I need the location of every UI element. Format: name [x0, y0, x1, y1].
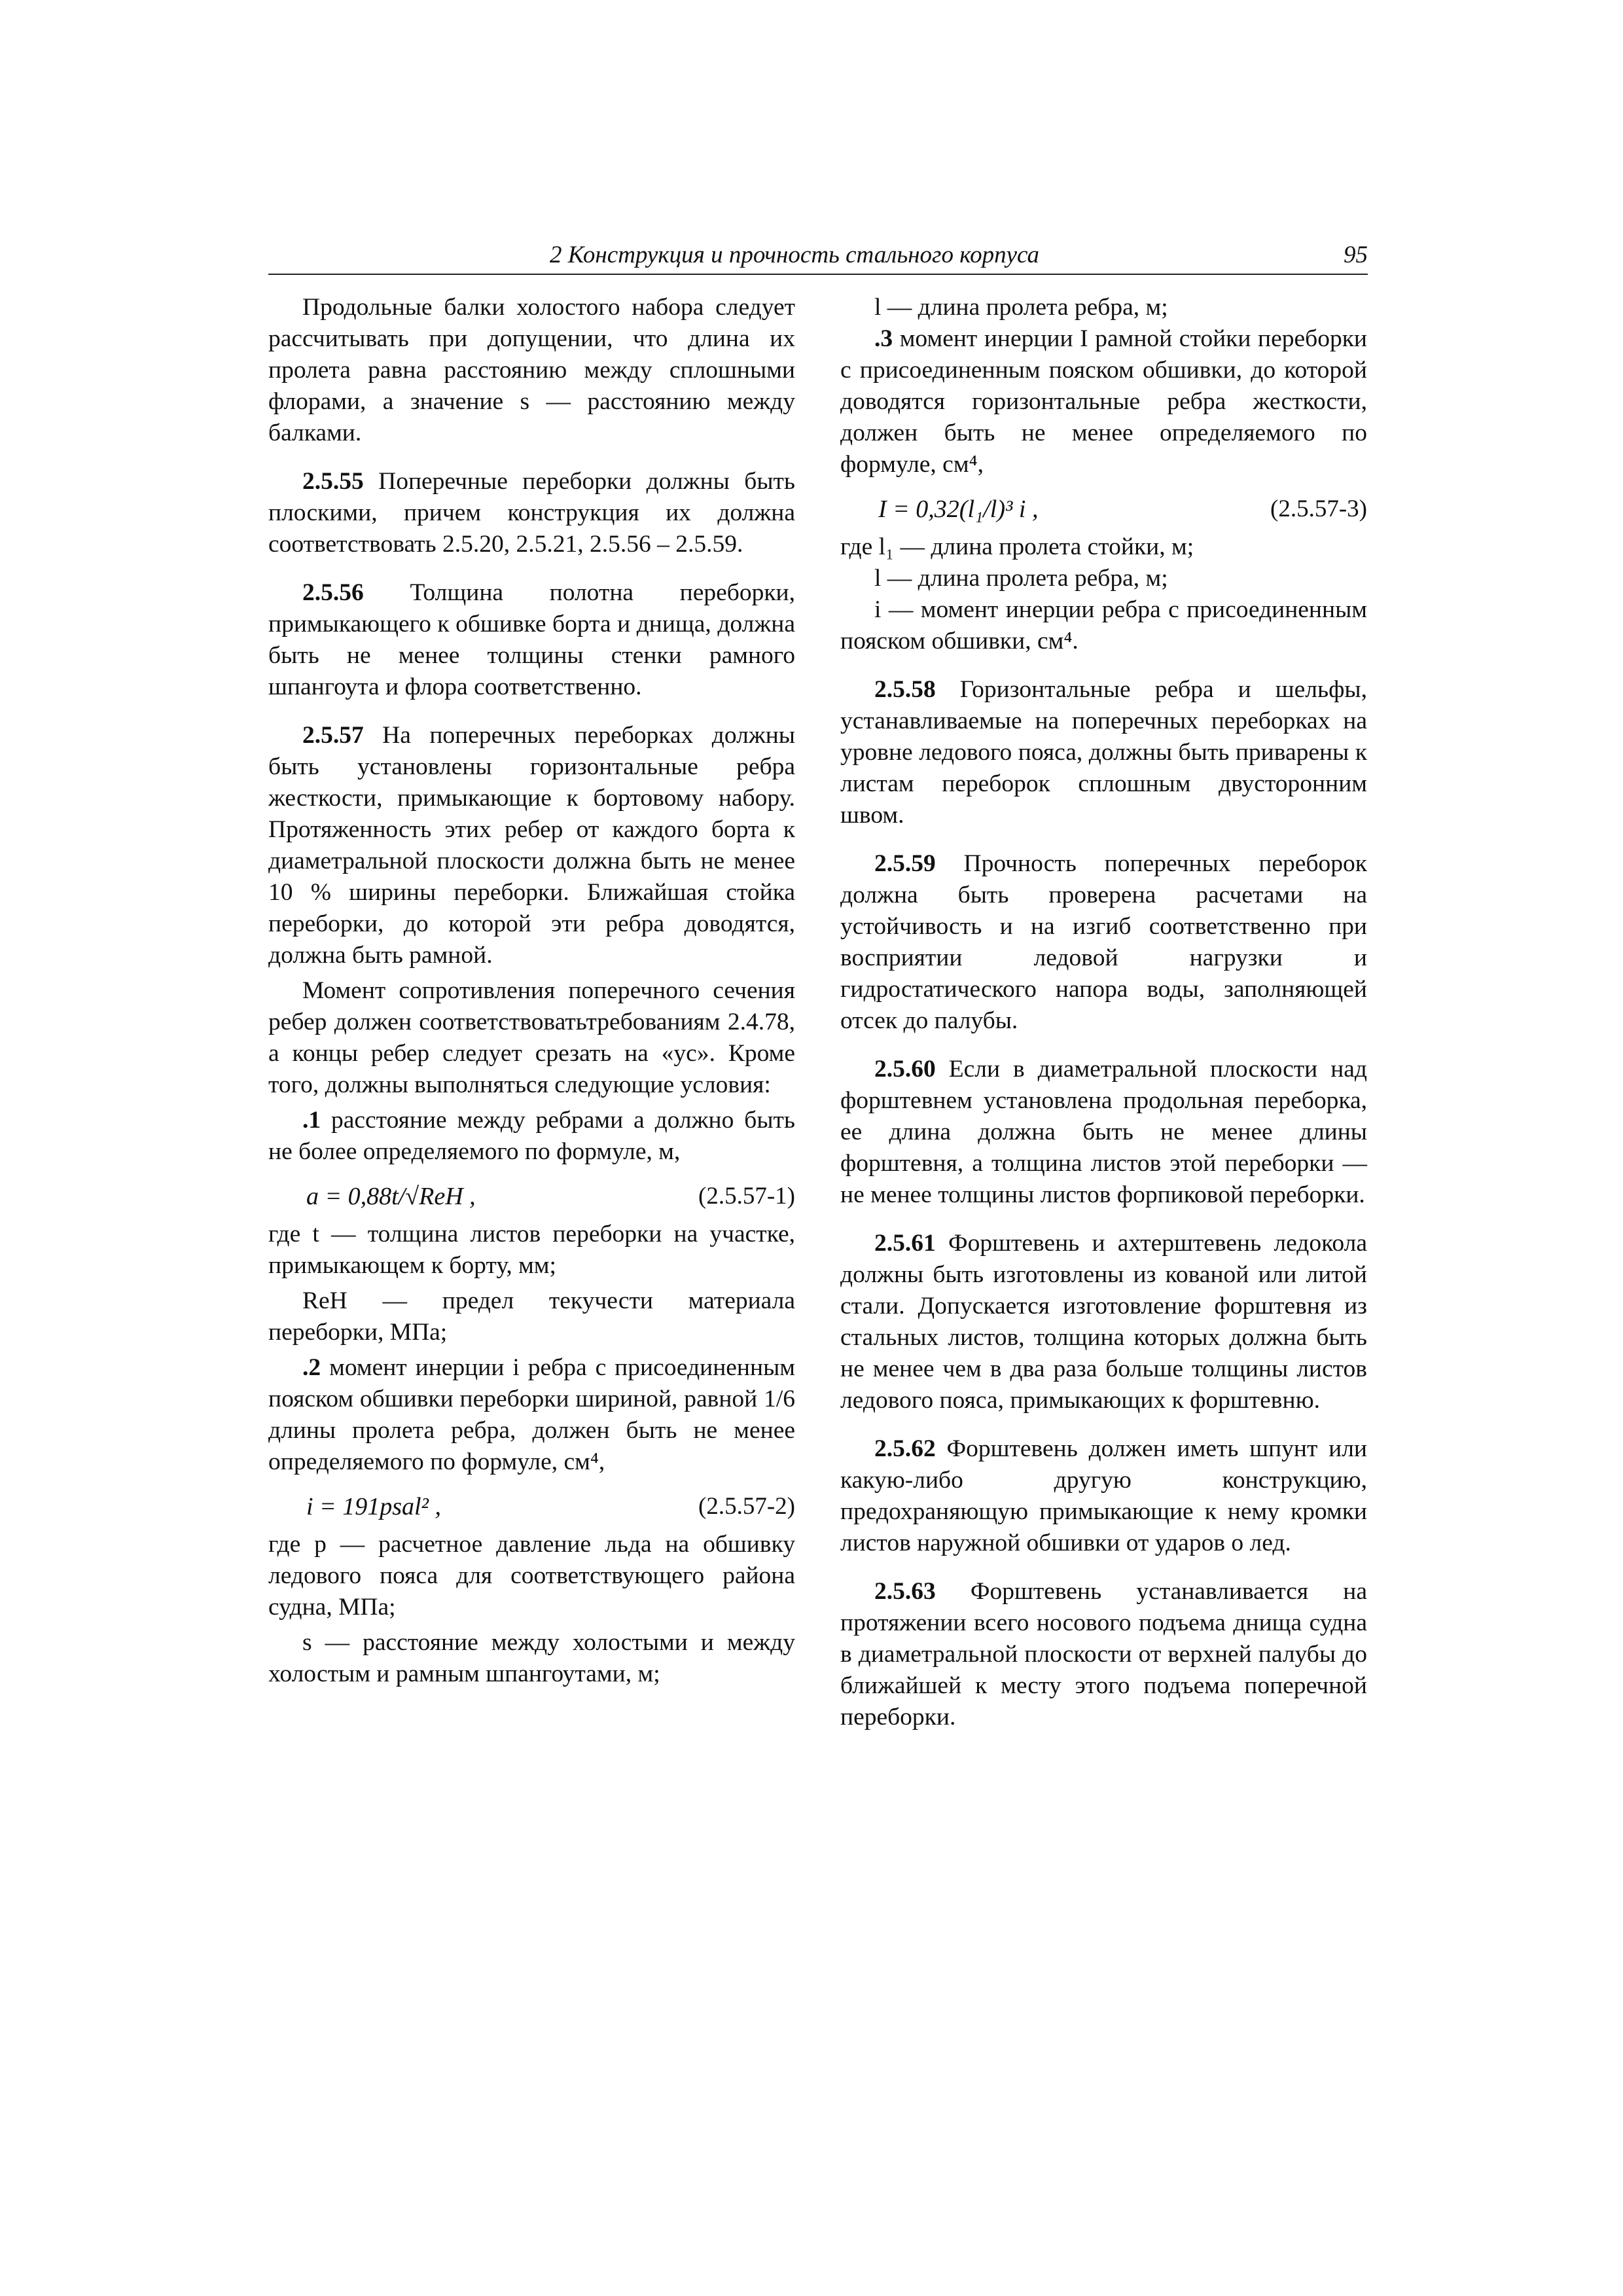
- clause-number: 2.5.61: [874, 1230, 936, 1257]
- clause-number: 2.5.59: [874, 850, 936, 877]
- clause-number: 2.5.62: [874, 1435, 936, 1462]
- condition-text: момент инерции I рамной стойки переборки с присоединенным пояском обшивки, до которой доводятся горизонтальные ребра жесткости, должен быть не менее определяемого по формуле, см⁴,: [840, 325, 1367, 478]
- clause-text: Форштевень должен иметь шпунт или какую-либо другую конструкцию, предохраняющую примыкающие к нему кромки листов наружной обшивки от ударов о лед.: [840, 1435, 1367, 1556]
- clause-text: Если в диаметральной плоскости над форштевнем установлена продольная переборка, ее длина должна быть не менее длины форштевня, а толщина листов этой переборки — не менее толщины листов форпиковой переборки.: [840, 1056, 1367, 1208]
- paragraph: Момент сопротивления поперечного сечения ребер должен соответствоватьтребованиям 2.4.78, а концы ребер следует срезать на «ус». Кроме того, должны выполняться следующие условия:: [268, 977, 795, 1098]
- definition: l — длина пролета ребра, м;: [874, 294, 1168, 321]
- clause-2-5-63: [840, 1576, 1367, 1733]
- formula-expression: I = 0,32(l₁/l)³ i ,: [878, 495, 1039, 523]
- clause-text: Прочность поперечных переборок должна быть проверена расчетами на устойчивость и на изгиб соответственно при восприятии ледовой нагрузки и гидростатического напора воды, заполняющей отсек до палубы.: [840, 850, 1367, 1034]
- definition: i — момент инерции ребра с присоединенным пояском обшивки, см⁴.: [840, 596, 1367, 655]
- definition: RеН — предел текучести материала переборки, МПа;: [268, 1287, 795, 1346]
- clause-number: 2.5.60: [874, 1056, 936, 1083]
- condition-text: расстояние между ребрами a должно быть не более определяемого по формуле, м,: [268, 1107, 795, 1165]
- clause-text: Горизонтальные ребра и шельфы, устанавливаемые на поперечных переборках на уровне ледового пояса, должны быть приварены к листам переборок сплошным двусторонним швом.: [840, 676, 1367, 829]
- clause-text: Поперечные переборки должны быть плоскими, причем конструкция их должна соответствовать 2.5.20, 2.5.21, 2.5.56 – 2.5.59.: [268, 468, 795, 558]
- right-column: [840, 292, 1367, 1733]
- definition: где p — расчетное давление льда на обшивку ледового пояса для соответствующего района судна, МПа;: [268, 1531, 795, 1621]
- condition-number: .1: [302, 1107, 321, 1134]
- equation-number: (2.5.57-1): [698, 1183, 795, 1210]
- definition: где t — толщина листов переборки на участке, примыкающем к борту, мм;: [268, 1221, 795, 1279]
- formula-2-5-57-1: [268, 1177, 795, 1217]
- clause-2-5-58: [840, 674, 1367, 831]
- chapter-title: 2 Конструкция и прочность стального корпуса: [550, 242, 1040, 268]
- condition-number: .2: [302, 1354, 321, 1381]
- clause-2-5-55: [268, 466, 795, 560]
- clause-number: 2.5.55: [302, 468, 364, 495]
- page-number: 95: [1344, 242, 1368, 268]
- clause-text: На поперечных переборках должны быть установлены горизонтальные ребра жесткости, примыкающие к бортовому набору. Протяженность этих ребер от каждого борта к диаметральной плоскости должна быть не менее 10 % ширины переборки. Ближайшая стойка переборки, до которой эти ребра доводятся, должна быть рамной.: [268, 722, 795, 969]
- clause-2-5-59: [840, 848, 1367, 1037]
- clause-2-5-57: [268, 720, 795, 971]
- clause-2-5-61: [840, 1228, 1367, 1416]
- running-header: [268, 241, 1368, 275]
- clause-number: 2.5.56: [302, 579, 364, 606]
- left-column: [268, 292, 795, 1690]
- clause-2-5-56: [268, 577, 795, 703]
- paragraph: Продольные балки холостого набора следует рассчитывать при допущении, что длина их пролета равна расстоянию между сплошными флорами, а значение s — расстоянию между балками.: [268, 294, 795, 446]
- condition-number: .3: [874, 325, 893, 352]
- clause-2-5-60: [840, 1054, 1367, 1211]
- equation-number: (2.5.57-2): [698, 1493, 795, 1520]
- clause-text: Форштевень и ахтерштевень ледокола должны быть изготовлены из кованой или литой стали. Допускается изготовление форштевня из стальных листов, толщина которых должна быть не менее чем в два раза больше толщины листов ледового пояса, примыкающих к форштевню.: [840, 1230, 1367, 1414]
- definition: s — расстояние между холостыми и между холостым и рамным шпангоутами, м;: [268, 1629, 795, 1687]
- clause-number: 2.5.58: [874, 676, 936, 703]
- condition-3: [840, 323, 1367, 480]
- formula-2-5-57-3: [840, 490, 1367, 530]
- definition: где l₁ — длина пролета стойки, м;: [840, 533, 1194, 560]
- equation-number: (2.5.57-3): [1270, 495, 1367, 522]
- clause-2-5-62: [840, 1433, 1367, 1559]
- formula-2-5-57-2: [268, 1487, 795, 1528]
- definition: l — длина пролета ребра, м;: [874, 565, 1168, 592]
- clause-number: 2.5.63: [874, 1578, 936, 1605]
- clause-text: Толщина полотна переборки, примыкающего к обшивке борта и днища, должна быть не менее толщины стенки рамного шпангоута и флора соответственно.: [268, 579, 795, 700]
- formula-expression: i = 191psal² ,: [306, 1493, 441, 1520]
- condition-1: [268, 1105, 795, 1168]
- clause-number: 2.5.57: [302, 722, 364, 749]
- clause-text: Форштевень устанавливается на протяжении всего носового подъема днища судна в диаметральной плоскости от верхней палубы до ближайшей к месту этого подъема поперечной переборки.: [840, 1578, 1367, 1731]
- formula-expression: a = 0,88t/√RеН ,: [306, 1183, 476, 1210]
- condition-text: момент инерции i ребра с присоединенным пояском обшивки переборки шириной, равной 1/6 длины пролета ребра, должен быть не менее определяемого по формуле, см⁴,: [268, 1354, 795, 1475]
- condition-2: [268, 1352, 795, 1478]
